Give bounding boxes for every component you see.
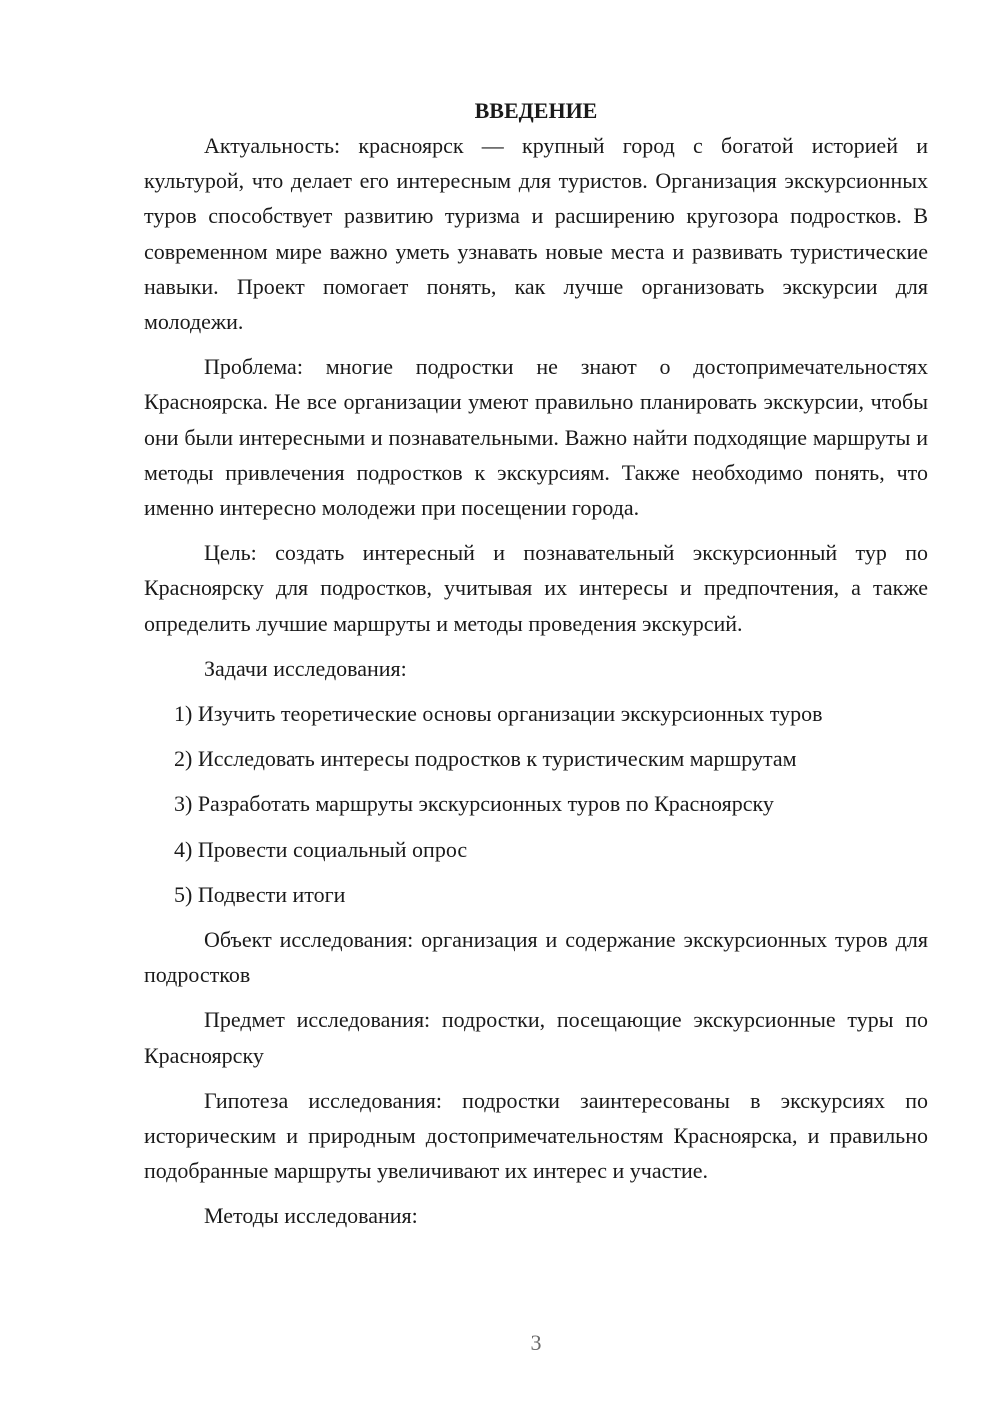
page-title: ВВЕДЕНИЕ	[474, 98, 598, 123]
paragraph-subject: Предмет исследования: подростки, посещающие экскурсионные туры по Красноярску	[144, 1007, 928, 1068]
methods-heading: Методы исследования:	[204, 1203, 418, 1229]
paragraph-goal: Цель: создать интересный и познавательный экскурсионный тур по Красноярску для подростков, учитывая их интересы и предпочтения, а также определить лучшие маршруты и методы проведения экскурсий.	[144, 540, 928, 636]
task-item: 4) Провести социальный опрос	[174, 836, 468, 862]
tasks-list	[144, 696, 928, 912]
paragraph-problem: Проблема: многие подростки не знают о достопримечательностях Красноярска. Не все организации умеют правильно планировать экскурсии, чтобы они были интересными и познавательными. Важно найти подходящие маршруты и методы привлечения подростков к экскурсиям. Также необходимо понять, что именно интересно молодежи при посещении города.	[144, 354, 928, 521]
task-item: 5) Подвести итоги	[174, 881, 346, 907]
tasks-heading: Задачи исследования:	[204, 655, 407, 681]
task-item: 1) Изучить теоретические основы организации экскурсионных туров	[174, 701, 823, 727]
paragraph-hypothesis: Гипотеза исследования: подростки заинтересованы в экскурсиях по историческим и природным достопримечательностям Красноярска, и правильно подобранные маршруты увеличивают их интерес и участие.	[144, 1087, 928, 1184]
task-item: 3) Разработать маршруты экскурсионных туров по Красноярску	[174, 791, 774, 817]
document-page	[144, 94, 928, 1244]
page-number: 3	[530, 1330, 542, 1355]
task-item: 2) Исследовать интересы подростков к туристическим маршрутам	[174, 746, 797, 772]
paragraph-object: Объект исследования: организация и содержание экскурсионных туров для подростков	[144, 927, 928, 988]
paragraph-actuality: Актуальность: красноярск — крупный город с богатой историей и культурой, что делает его интересным для туристов. Организация экскурсионных туров способствует развитию туризма и расширению кругозора подростков. В современном мире важно уметь узнавать новые места и развивать туристические навыки. Проект помогает понять, как лучше организовать экскурсии для молодежи.	[144, 133, 928, 335]
